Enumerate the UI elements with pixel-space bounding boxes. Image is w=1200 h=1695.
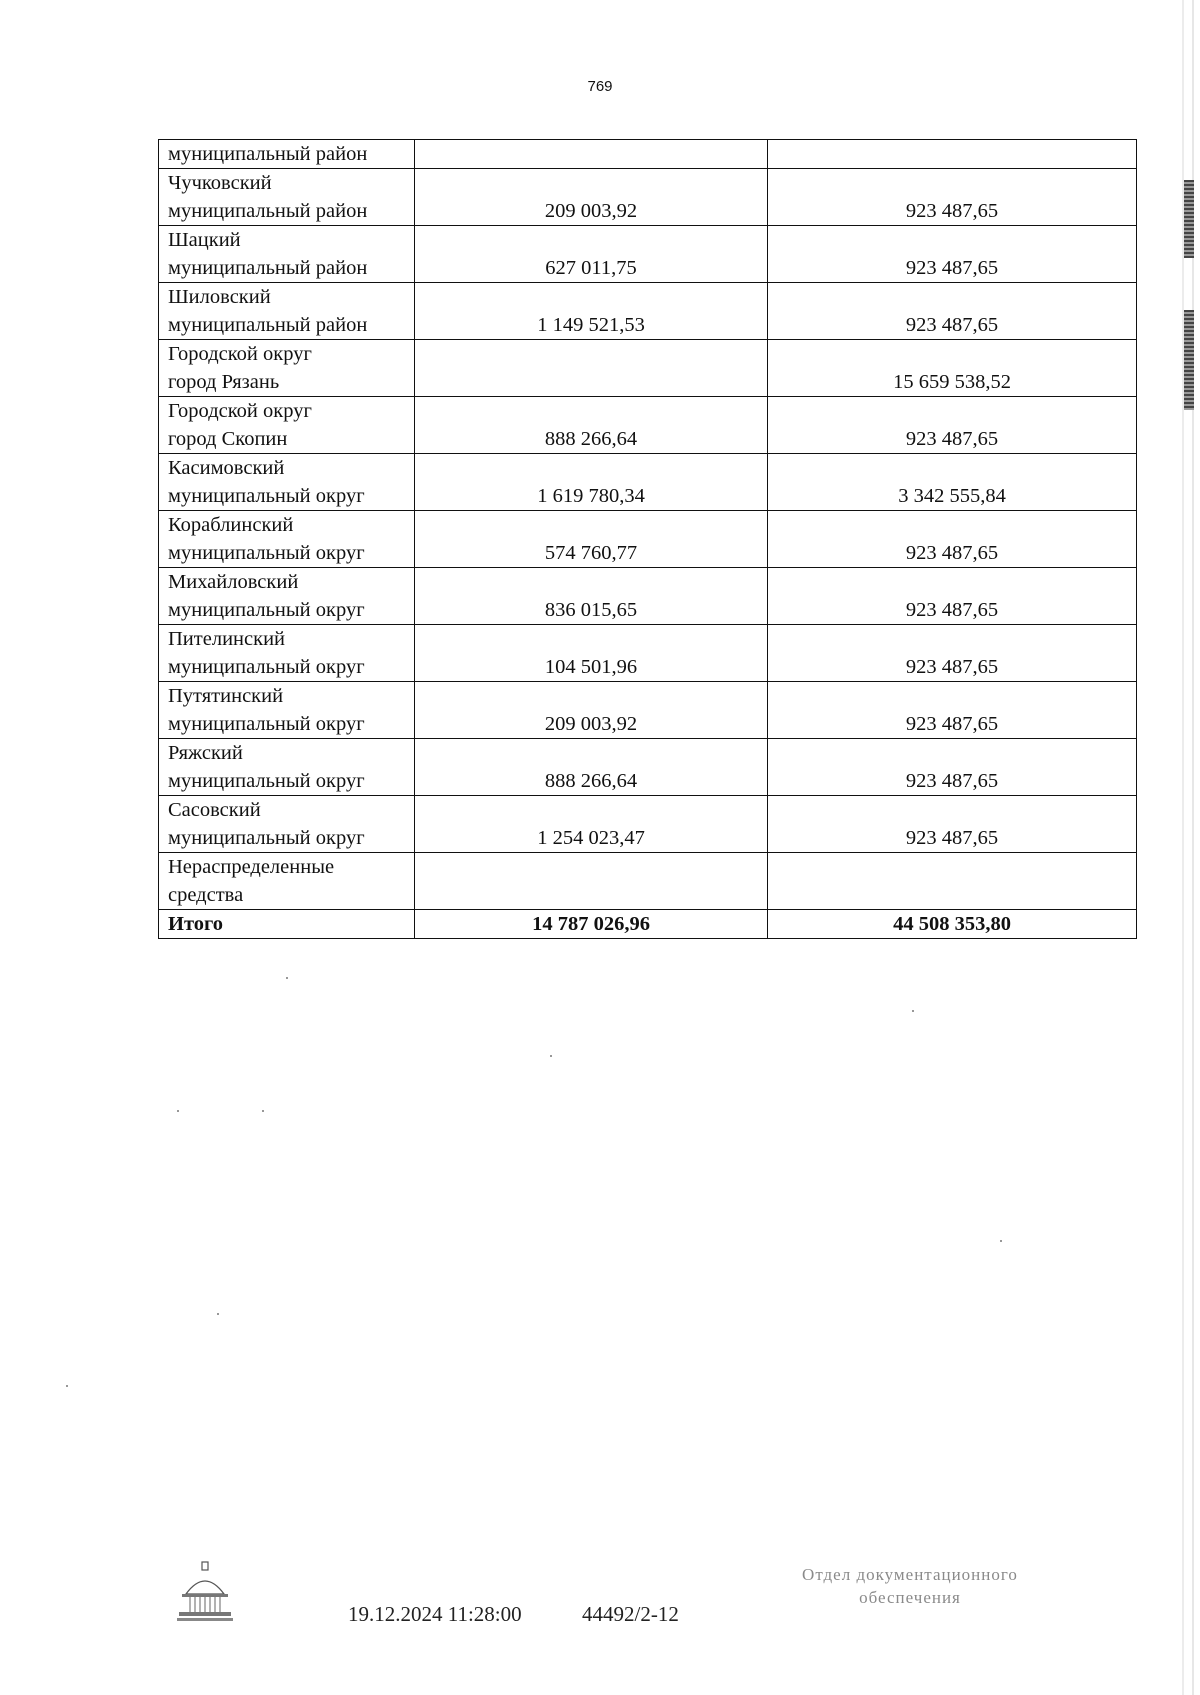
cell-col3: [768, 140, 1137, 169]
cell-col3: 923 487,65: [768, 397, 1137, 454]
cell-name: Касимовский муниципальный округ: [159, 454, 415, 511]
table-row: [159, 397, 1137, 454]
table-row: [159, 682, 1137, 739]
building-logo-icon: [176, 1560, 234, 1628]
cell-col3: 923 487,65: [768, 682, 1137, 739]
cell-col3: 923 487,65: [768, 169, 1137, 226]
cell-col3: 15 659 538,52: [768, 340, 1137, 397]
table-row: [159, 226, 1137, 283]
cell-col3: 923 487,65: [768, 796, 1137, 853]
scan-edge: [1160, 0, 1200, 1695]
cell-col3: 923 487,65: [768, 283, 1137, 340]
table-row: [159, 340, 1137, 397]
table-row: [159, 568, 1137, 625]
cell-name: Кораблинский муниципальный округ: [159, 511, 415, 568]
table-row: [159, 796, 1137, 853]
scan-speck: [217, 1313, 219, 1315]
table-row: [159, 283, 1137, 340]
cell-name: муниципальный район: [159, 140, 415, 169]
table-row: [159, 140, 1137, 169]
table-row: [159, 511, 1137, 568]
scan-speck: [177, 1110, 179, 1112]
cell-name: Чучковский муниципальный район: [159, 169, 415, 226]
cell-col3: 923 487,65: [768, 226, 1137, 283]
cell-name: Путятинский муниципальный округ: [159, 682, 415, 739]
table-row: [159, 853, 1137, 910]
table-row: [159, 625, 1137, 682]
scan-speck: [262, 1110, 264, 1112]
cell-col2: 104 501,96: [415, 625, 768, 682]
cell-name: Пителинский муниципальный округ: [159, 625, 415, 682]
cell-name: Итого: [159, 910, 415, 939]
cell-col2: 574 760,77: [415, 511, 768, 568]
cell-name: Ряжский муниципальный округ: [159, 739, 415, 796]
scan-speck: [286, 977, 288, 979]
cell-name: Нераспределенные средства: [159, 853, 415, 910]
cell-col3: 44 508 353,80: [768, 910, 1137, 939]
cell-col3: 923 487,65: [768, 739, 1137, 796]
table-row: [159, 739, 1137, 796]
cell-name: Городской округ город Скопин: [159, 397, 415, 454]
cell-col3: 3 342 555,84: [768, 454, 1137, 511]
page-number: 769: [587, 78, 613, 95]
scan-edge-mark: [1184, 310, 1194, 410]
cell-col3: [768, 853, 1137, 910]
cell-col2: [415, 340, 768, 397]
cell-col2: 888 266,64: [415, 739, 768, 796]
cell-col2: [415, 140, 768, 169]
cell-col2: 1 149 521,53: [415, 283, 768, 340]
table-row: [159, 454, 1137, 511]
cell-col2: 209 003,92: [415, 682, 768, 739]
cell-col2: 1 619 780,34: [415, 454, 768, 511]
cell-col2: 836 015,65: [415, 568, 768, 625]
footer-document-number: 44492/2-12: [582, 1602, 679, 1626]
allocation-table: [158, 139, 1137, 939]
cell-col2: 627 011,75: [415, 226, 768, 283]
scan-edge-mark: [1184, 180, 1194, 258]
cell-col3: 923 487,65: [768, 625, 1137, 682]
table-row: [159, 169, 1137, 226]
cell-col2: [415, 853, 768, 910]
cell-name: Шиловский муниципальный район: [159, 283, 415, 340]
scan-speck: [66, 1385, 68, 1387]
cell-col2: 14 787 026,96: [415, 910, 768, 939]
scan-speck: [550, 1055, 552, 1057]
cell-name: Шацкий муниципальный район: [159, 226, 415, 283]
cell-col2: 209 003,92: [415, 169, 768, 226]
cell-col2: 1 254 023,47: [415, 796, 768, 853]
cell-col3: 923 487,65: [768, 568, 1137, 625]
scan-speck: [1000, 1240, 1002, 1242]
footer-datetime: 19.12.2024 11:28:00: [348, 1602, 522, 1626]
cell-col3: 923 487,65: [768, 511, 1137, 568]
cell-col2: 888 266,64: [415, 397, 768, 454]
cell-name: Городской округ город Рязань: [159, 340, 415, 397]
cell-name: Михайловский муниципальный округ: [159, 568, 415, 625]
scan-speck: [912, 1010, 914, 1012]
table-row-total: [159, 910, 1137, 939]
department-stamp: Отдел документационного обеспечения: [802, 1565, 1018, 1607]
cell-name: Сасовский муниципальный округ: [159, 796, 415, 853]
